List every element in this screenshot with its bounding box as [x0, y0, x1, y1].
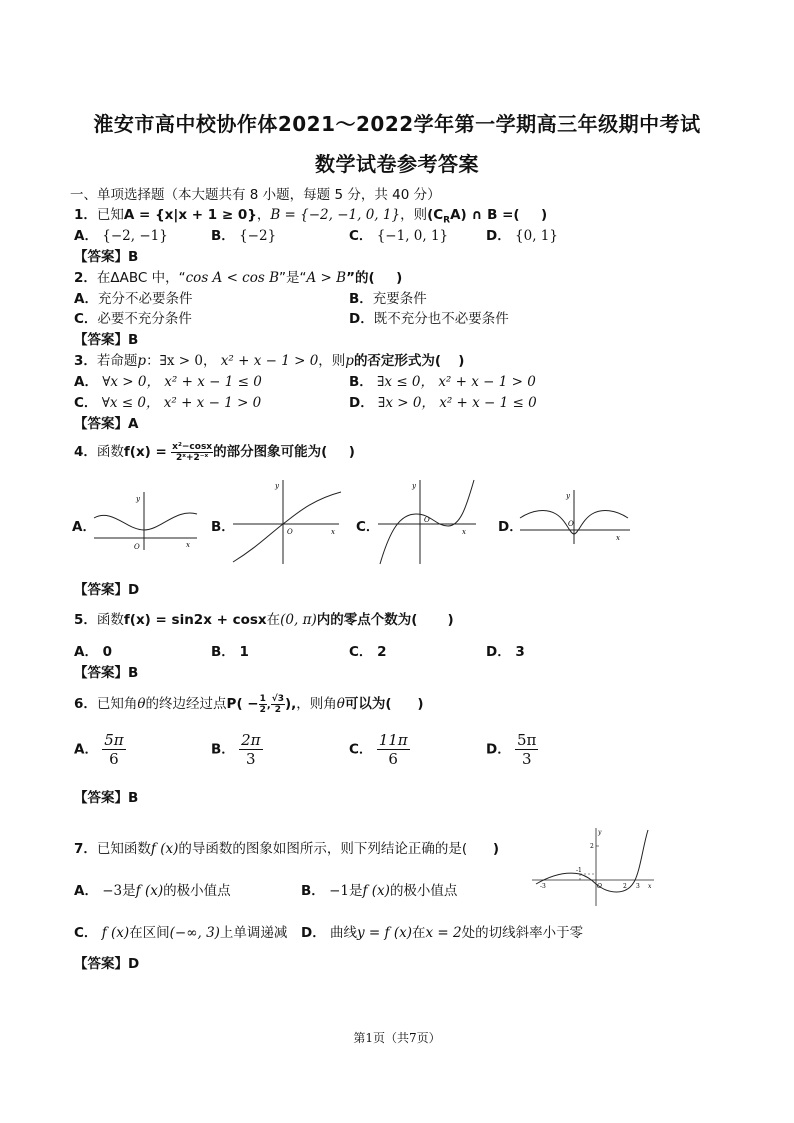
svg-text:3: 3: [636, 883, 640, 890]
q4-option-c-label: C．: [356, 519, 380, 535]
svg-text:x: x: [616, 534, 620, 542]
svg-text:x: x: [462, 528, 466, 536]
page-title: 淮安市高中校协作体2021～2022学年第一学期高三年级期中考试: [93, 112, 701, 136]
svg-text:2: 2: [590, 843, 594, 850]
svg-text:y: y: [598, 829, 602, 836]
svg-text:x: x: [648, 883, 652, 890]
q1-option-a: A． {−2, −1}: [74, 228, 168, 244]
svg-text:O: O: [568, 520, 574, 528]
q4-graph-a: [92, 488, 202, 554]
q4-option-d-label: D．: [498, 519, 523, 535]
q1-option-d: D． {0, 1}: [486, 228, 558, 244]
question-2: 2．在ΔABC 中，“cos A < cos B”是“A > B”的( ): [74, 270, 403, 286]
question-1: 1．已知A = {x|x + 1 ≥ 0}，B = {−2, −1, 0, 1}，则$(C_RA)$ ∩ B =( ): [74, 207, 548, 226]
q3-option-d: D． ∃x > 0， x² + x − 1 ≤ 0: [349, 395, 537, 411]
svg-text:-3: -3: [540, 883, 546, 890]
q4-option-b-label: B．: [211, 519, 235, 535]
q5-option-d: D． 3: [486, 644, 525, 660]
q4-fraction: $\frac{\text{x²−cosx}}{\text{2ˣ+2⁻ˣ}}$: [172, 441, 213, 463]
q1-option-b: B． {−2}: [211, 228, 277, 244]
q4-graph-b: [231, 478, 343, 566]
q4-graph-c: [376, 478, 480, 566]
q7-option-d: D． 曲线y = f (x)在x = 2处的切线斜率小于零: [301, 925, 584, 941]
q1-option-c: C． {−1, 0, 1}: [349, 228, 449, 244]
q6-option-b: B． $\frac{2\pi}{3}$: [211, 731, 261, 768]
svg-text:O: O: [134, 543, 140, 551]
q6-option-a: A． $\frac{5\pi}{6}$: [74, 731, 124, 768]
q4-answer: 【答案】D: [74, 582, 140, 598]
question-3: 3．若命题p：∃x > 0， x² + x − 1 > 0，则p的否定形式为( ): [74, 353, 465, 369]
svg-text:O: O: [597, 883, 602, 890]
q2-option-b: B．充要条件: [349, 291, 427, 307]
q4-graph-d: [518, 488, 634, 546]
question-7: 7．已知函数f (x)的导函数的图象如图所示，则下列结论正确的是( ): [74, 841, 500, 857]
page-subtitle: 数学试卷参考答案: [315, 152, 479, 176]
q2-option-a: A．充分不必要条件: [74, 291, 193, 307]
page-footer: 第1页（共7页）: [353, 1031, 441, 1045]
question-5: 5．函数f(x) = sin2x + cosx在(0, π)内的零点个数为( ): [74, 612, 454, 628]
q6-answer: 【答案】B: [74, 790, 139, 806]
q5-answer: 【答案】B: [74, 665, 139, 681]
q2-option-c: C．必要不充分条件: [74, 311, 192, 327]
q2-option-d: D．既不充分也不必要条件: [349, 311, 509, 327]
q7-derivative-graph: [530, 826, 660, 908]
q7-option-b: B． −1是f (x)的极小值点: [301, 883, 458, 899]
svg-text:y: y: [412, 482, 416, 490]
q5-option-c: C． 2: [349, 644, 387, 660]
q4-option-a-label: A．: [72, 519, 96, 535]
q3-option-c: C． ∀x ≤ 0， x² + x − 1 > 0: [74, 395, 262, 411]
svg-text:2: 2: [623, 883, 627, 890]
q5-option-a: A． 0: [74, 644, 113, 660]
svg-text:y: y: [275, 482, 279, 490]
svg-text:y: y: [136, 495, 140, 503]
question-4: 4．函数f(x) = $\frac{\text{x²−cosx}}{\text{2ˣ+2⁻ˣ}}$ 的部分图象可能为( ): [74, 441, 355, 463]
q6-frac-2: $\frac{√3}{2}$: [271, 693, 284, 715]
q5-option-b: B． 1: [211, 644, 249, 660]
q6-option-c: C． $\frac{11\pi}{6}$: [349, 731, 408, 768]
q3-option-a: A． ∀x > 0， x² + x − 1 ≤ 0: [74, 374, 262, 390]
q3-answer: 【答案】A: [74, 416, 139, 432]
q3-option-b: B． ∃x ≤ 0， x² + x − 1 > 0: [349, 374, 536, 390]
q2-answer: 【答案】B: [74, 332, 139, 348]
svg-text:O: O: [287, 528, 293, 536]
q1-answer: 【答案】B: [74, 249, 139, 265]
section-heading: 一、单项选择题（本大题共有 8 小题，每题 5 分，共 40 分）: [70, 187, 441, 203]
svg-text:x: x: [186, 541, 190, 549]
svg-text:y: y: [566, 492, 570, 500]
q7-option-a: A． −3是f (x)的极小值点: [74, 883, 231, 899]
svg-text:x: x: [331, 528, 335, 536]
q6-option-d: D． $\frac{5\pi}{3}$: [486, 731, 537, 768]
q6-frac-1: $\frac{1}{2}$: [259, 693, 266, 715]
question-6: 6．已知角θ的终边经过点P( − $\frac{1}{2}$ , $\frac{√3}{2}$ ),，则角θ可以为( ): [74, 693, 424, 715]
q7-answer: 【答案】D: [74, 956, 140, 972]
q7-option-c: C． f (x)在区间(−∞, 3)上单调递减: [74, 925, 288, 941]
svg-text:-1: -1: [576, 867, 582, 874]
svg-text:O: O: [424, 516, 430, 524]
